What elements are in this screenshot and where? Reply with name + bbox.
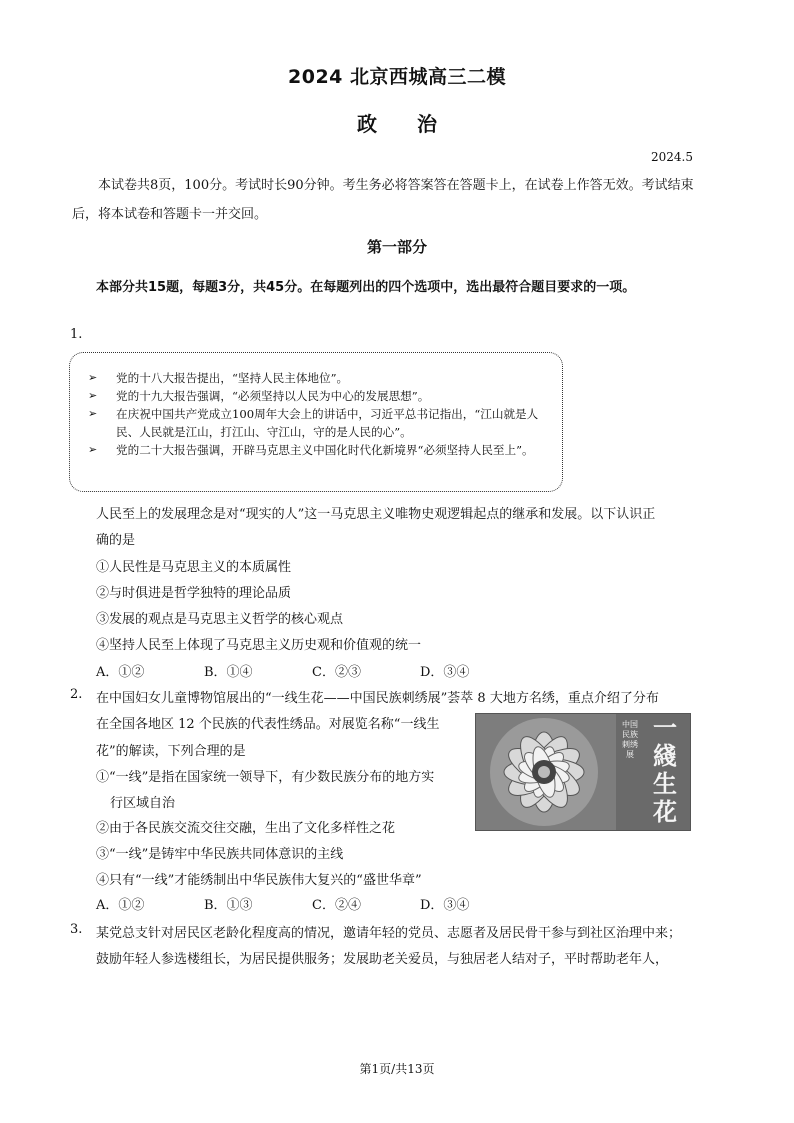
q2-number: 2.	[70, 687, 83, 702]
q2-option-d[interactable]: D．③④	[420, 898, 470, 913]
q3-line1: 某党总支针对居民区老龄化程度高的情况，邀请年轻的党员、志愿者及居民骨干参与到社区治理中来；	[96, 926, 682, 941]
q2-statement: ③“一线”是铸牢中华民族共同体意识的主线	[96, 847, 344, 862]
arrow-bullet-icon: ➢	[88, 371, 98, 384]
q1-option-c[interactable]: C．②③	[312, 665, 361, 680]
section-title: 第一部分	[366, 238, 427, 256]
arrow-bullet-icon: ➢	[88, 407, 98, 420]
arrow-bullet-icon: ➢	[88, 443, 98, 456]
q1-statement: ④坚持人民至上体现了马克思主义历史观和价值观的统一	[96, 638, 422, 653]
q1-bullet-item: ➢ 党的二十大报告强调，开辟马克思主义中国化时代化新境界“必须坚持人民至上”。	[88, 443, 534, 457]
q1-number: 1.	[70, 327, 83, 342]
q2-stem-line2: 在全国各地区 12 个民族的代表性绣品。对展览名称“一线生	[96, 717, 440, 732]
q2-statement: ②由于各民族交流交往交融，生出了文化多样性之花	[96, 821, 396, 836]
q2-option-b[interactable]: B．①③	[204, 898, 253, 913]
subject-char-1: 政	[357, 112, 377, 136]
poster-big-title: 一 綫 生 花	[653, 714, 677, 826]
q1-stem-line1: 人民至上的发展理念是对“现实的人”这一马克思主义唯物史观逻辑起点的继承和发展。以下认识正	[96, 507, 656, 522]
q1-statement: ②与时俱进是哲学独特的理论品质	[96, 586, 292, 601]
q2-statement: ④只有“一线”才能绣制出中华民族伟大复兴的“盛世华章”	[96, 873, 422, 888]
q1-bullet-item: ➢ 在庆祝中国共产党成立100周年大会上的讲话中，习近平总书记指出，“江山就是人民、人民就是江山，打江山、守江山，守的是人民的心”。	[88, 407, 539, 439]
subject-char-2: 治	[417, 112, 437, 136]
arrow-bullet-icon: ➢	[88, 389, 98, 402]
q2-statement-cont: 行区域自治	[110, 796, 176, 811]
q1-stem-line2: 确的是	[96, 533, 136, 548]
q1-material-box	[69, 352, 563, 492]
q1-options	[96, 661, 469, 680]
q3-number: 3.	[70, 922, 83, 937]
section-instruction: 本部分共15题，每题3分，共45分。在每题列出的四个选项中，选出最符合题目要求的一项。	[96, 280, 636, 295]
q1-bullet-item: ➢ 党的十八大报告提出，“坚持人民主体地位”。	[88, 371, 349, 385]
poster-small-title: 中国民族刺绣展	[622, 720, 638, 759]
q2-option-c[interactable]: C．②④	[312, 898, 361, 913]
page-footer: 第1页/共13页	[359, 1062, 435, 1076]
q2-options	[96, 894, 469, 913]
subject-title	[0, 108, 794, 137]
q3-line2: 鼓励年轻人参选楼组长，为居民提供服务；发展助老关爱员，与独居老人结对子，平时帮助老年人，	[96, 952, 669, 967]
q2-option-a[interactable]: A．①②	[96, 898, 145, 913]
exam-title: 2024 北京西城高三二模	[288, 66, 506, 88]
q2-stem-line1: 在中国妇女儿童博物馆展出的“一线生花——中国民族刺绣展”荟萃 8 大地方名绣，重点介绍了分布	[96, 691, 659, 706]
q2-stem-line3: 花”的解读，下列合理的是	[96, 744, 246, 759]
exam-date: 2024.5	[651, 150, 693, 164]
q1-statement: ①人民性是马克思主义的本质属性	[96, 560, 292, 575]
q1-option-d[interactable]: D．③④	[420, 665, 470, 680]
q1-statement: ③发展的观点是马克思主义哲学的核心观点	[96, 612, 344, 627]
q1-option-b[interactable]: B．①④	[204, 665, 253, 680]
q2-statement: ①“一线”是指在国家统一领导下，有少数民族分布的地方实	[96, 770, 435, 785]
exam-intro: 本试卷共8页，100分。考试时长90分钟。考生务必将答案答在答题卡上，在试卷上作答无效。考试结束后，将本试卷和答题卡一并交回。	[72, 178, 694, 222]
embroidery-exhibition-poster	[475, 713, 691, 831]
q1-option-a[interactable]: A．①②	[96, 665, 145, 680]
q1-bullet-item: ➢ 党的十九大报告强调，“必须坚持以人民为中心的发展思想”。	[88, 389, 430, 403]
